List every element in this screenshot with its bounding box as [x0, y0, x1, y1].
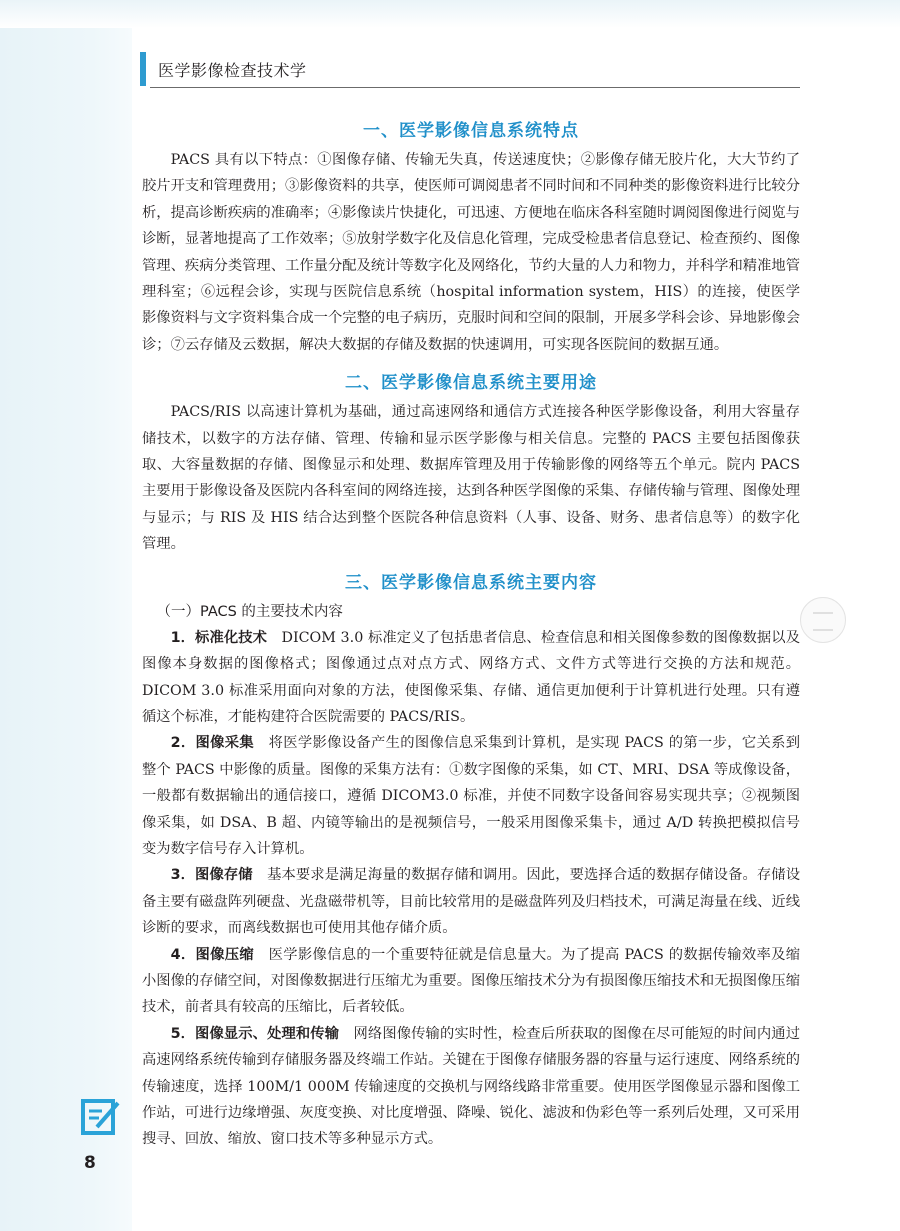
section-1-title: 一、医学影像信息系统特点	[363, 121, 579, 141]
section-3-title: 三、医学影像信息系统主要内容	[345, 572, 597, 593]
item-text: 网络图像传输的实时性，检查后所获取的图像在尽可能短的时间内通过高速网络系统传输到存储服务器及终端工作站。关键在于图像存储服务器的容量与运行速度、网络系统的传输速度，选择 100M/1 000M 传输速度的交换机与网络线路非常重要。使用医学图像显示器和图像工作站，可进行边缘增强、灰度变换、对比度增强、降噪、锐化、滤波和伪彩色等一系列后处理，又可采用搜寻、回放、缩放、窗口技术等多种显示方式。	[142, 1025, 801, 1148]
section-2-paragraph: PACS/RIS 以高速计算机为基础，通过高速网络和通信方式连接各种医学影像设备，利用大容量存储技术，以数字的方法存储、管理、传输和显示医学影像与相关信息。完整的 PACS 主要包括图像获取、大容量数据的存储、图像显示和处理、数据库管理及用于传输影像的网络等五个单元。院内 PACS 主要用于影像设备及医院内各科室间的网络连接，达到各种医学图像的采集、存储传输与管理、图像处理与显示；与 RIS 及 HIS 结合达到整个医院各种信息资料（人事、设备、财务、患者信息等）的数字化管理。	[142, 404, 800, 553]
top-margin-band	[0, 0, 900, 28]
item-text: 将医学影像设备产生的图像信息采集到计算机，是实现 PACS 的第一步，它关系到整个 PACS 中影像的质量。图像的采集方法有：①数字图像的采集，如 CT、MRI、DSA 等成像设备，一般都有数据输出的通信接口，遵循 DICOM3.0 标准，并使不同数字设备间容易实现共享；②视频图像采集，如 DSA、B 超、内镜等输出的是视频信号，一般采用图像采集卡，通过 A/D 转换把模拟信号变为数字信号存入计算机。	[142, 735, 801, 857]
section-1-paragraph: PACS 具有以下特点：①图像存储、传输无失真，传送速度快；②影像存储无胶片化，大大节约了胶片开支和管理费用；③影像资料的共享，使医师可调阅患者不同时间和不同种类的影像资料进行比较分析，提高诊断疾病的准确率；④影像读片快捷化，可迅速、方便地在临床各科室随时调阅图像进行阅览与诊断，显著地提高了工作效率；⑤放射学数字化及信息化管理，完成受检患者信息登记、检查预约、图像管理、疾病分类管理、工作量分配及统计等数字化及网络化，节约大量的人力和物力，并科学和精准地管理科室；⑥远程会诊，实现与医院信息系统（hospital information system，HIS）的连接，使医学影像资料与文字资料集合成一个完整的电子病历，克服时间和空间的限制，开展多学科会诊、异地影像会诊；⑦云存储及云数据，解决大数据的存储及数据的快速调用，可实现各医院间的数据互通。	[142, 152, 800, 353]
item-image-acquisition	[142, 730, 800, 862]
page-number: 8	[84, 1153, 96, 1173]
item-standardization	[142, 625, 800, 731]
item-text: 基本要求是满足海量的数据存储和调用。因此，要选择合适的数据存储设备。存储设备主要有磁盘阵列硬盘、光盘磁带机等，目前比较常用的是磁盘阵列及归档技术，可满足海量在线、近线诊断的要求，而离线数据也可使用其他存储介质。	[142, 867, 800, 937]
item-image-storage	[142, 862, 800, 941]
item-lead: 4．图像压缩	[170, 946, 254, 963]
header-rule	[150, 87, 800, 88]
left-margin-band	[0, 0, 132, 1231]
side-tab-icon	[800, 597, 846, 643]
section-3-subtitle: （一）PACS 的主要技术内容	[156, 603, 343, 620]
item-text: 医学影像信息的一个重要特征就是信息量大。为了提高 PACS 的数据传输效率及缩小图像的存储空间，对图像数据进行压缩尤为重要。图像压缩技术分为有损图像压缩技术和无损图像压缩技术，前者具有较高的压缩比，后者较低。	[142, 946, 801, 1016]
item-image-compression	[142, 942, 800, 1021]
item-image-display	[142, 1021, 800, 1153]
page-content	[142, 110, 800, 1153]
item-lead: 5．图像显示、处理和传输	[170, 1025, 340, 1042]
item-text: DICOM 3.0 标准定义了包括患者信息、检查信息和相关图像参数的图像数据以及图像本身数据的图像格式；图像通过点对点方式、网络方式、文件方式等进行交换的方法和规范。DICOM 3.0 标准采用面向对象的方法，使图像采集、存储、通信更加便利于计算机进行处理。只有遵循这个标准，才能构建符合医院需要的 PACS/RIS。	[142, 629, 801, 725]
item-lead: 3．图像存储	[170, 867, 253, 884]
note-edit-icon	[80, 1097, 122, 1137]
item-lead: 2．图像采集	[170, 735, 254, 752]
item-lead: 1．标准化技术	[170, 629, 268, 646]
section-2-title: 二、医学影像信息系统主要用途	[345, 373, 597, 394]
running-header-title: 医学影像检查技术学	[158, 61, 307, 80]
header-accent-bar	[140, 52, 146, 86]
